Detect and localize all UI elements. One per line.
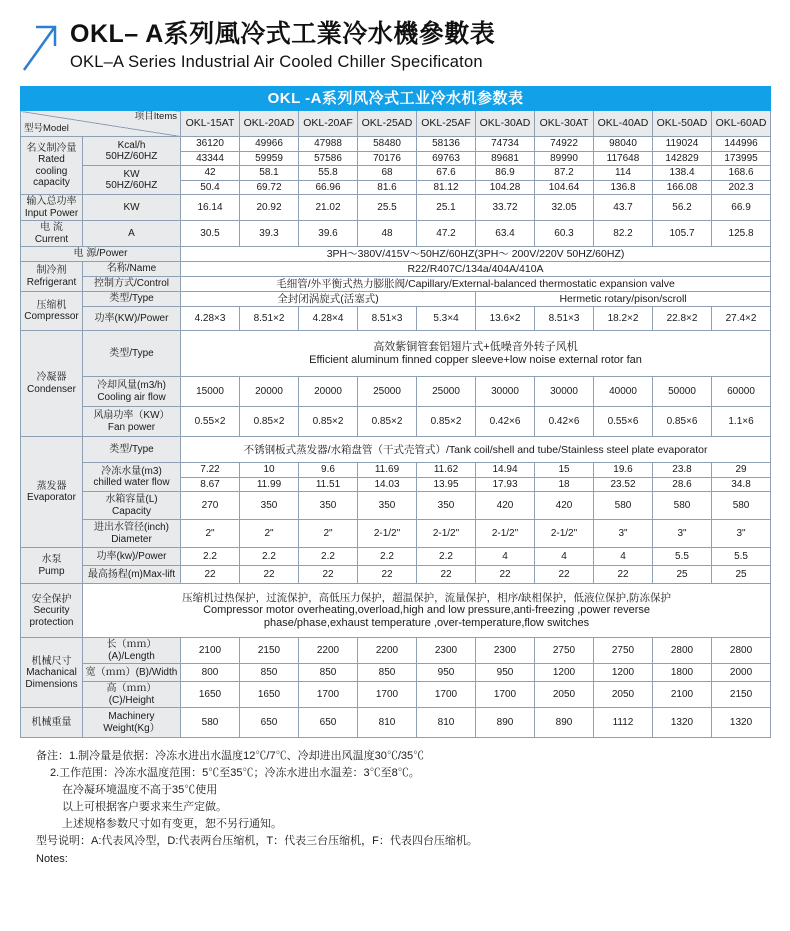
- cell: 4: [476, 548, 535, 566]
- notes-block: [20, 748, 770, 867]
- cell: 28.6: [653, 477, 712, 492]
- row-label-power-supply: 电 源/Power: [21, 247, 181, 262]
- cell: 850: [240, 664, 299, 682]
- cell: 2": [240, 520, 299, 548]
- cell: 22: [181, 566, 240, 584]
- cell-condenser-type: [181, 331, 771, 377]
- section-label-security: 安全保护 Security protection: [21, 584, 83, 638]
- cell: 81.6: [358, 180, 417, 195]
- cell: 0.85×2: [240, 407, 299, 437]
- cell: 1700: [358, 682, 417, 708]
- cell-refrigerant-control: 毛细管/外平衡式热力膨胀阀/Capillary/External-balanced thermostatic expansion valve: [181, 277, 771, 292]
- cell: 1800: [653, 664, 712, 682]
- condenser-type-en: Efficient aluminum finned copper sleeve+low noise external rotor fan: [309, 353, 642, 366]
- table-row: [21, 492, 771, 520]
- model-header: OKL-40AD: [594, 111, 653, 137]
- cell: 22.8×2: [653, 307, 712, 331]
- row-item-current-unit: A: [83, 221, 181, 247]
- row-item-pump-power: 功率(kw)/Power: [83, 548, 181, 566]
- table-row: [21, 708, 771, 738]
- cell: 890: [535, 708, 594, 738]
- row-item-kw: KW 50HZ/60HZ: [83, 166, 181, 195]
- cell: 22: [535, 566, 594, 584]
- cell: 2-1/2": [535, 520, 594, 548]
- table-banner-row: [21, 87, 771, 111]
- cell: 22: [476, 566, 535, 584]
- security-line-en-2: phase/phase,exhaust temperature ,over-temperature,flow switches: [263, 616, 590, 629]
- note-line-2: 2.工作范围：冷冻水温度范围：5℃至35℃；冷冻水进出水温差：3℃至8℃。: [50, 767, 420, 780]
- cell: 49966: [240, 137, 299, 152]
- cell: 48: [358, 221, 417, 247]
- note-line-1: 备注：1.制冷量是依据：冷冻水进出水温度12℃/7℃、冷却进出风温度30℃/35℃: [36, 750, 425, 763]
- cell: 2000: [712, 664, 771, 682]
- logo-arrow-icon: [20, 22, 60, 74]
- cell: 32.05: [535, 195, 594, 221]
- document-header: [20, 18, 770, 74]
- cell: 13.95: [417, 477, 476, 492]
- cell: 114: [594, 166, 653, 181]
- cell: 20.92: [240, 195, 299, 221]
- cell: 5.5: [653, 548, 712, 566]
- cell: 2.2: [181, 548, 240, 566]
- cell: 580: [594, 492, 653, 520]
- cell: 0.55×6: [594, 407, 653, 437]
- cell: 950: [476, 664, 535, 682]
- cell: 39.3: [240, 221, 299, 247]
- table-banner: OKL -A系列风冷式工业冷水机参数表: [21, 87, 771, 111]
- cell: 22: [358, 566, 417, 584]
- cell: 0.85×6: [653, 407, 712, 437]
- cell: 350: [358, 492, 417, 520]
- cell: 74922: [535, 137, 594, 152]
- table-row: [21, 682, 771, 708]
- cell: 25: [653, 566, 712, 584]
- table-row: [21, 331, 771, 377]
- cell: 29: [712, 463, 771, 478]
- cell: 136.8: [594, 180, 653, 195]
- cell: 30000: [535, 377, 594, 407]
- cell: 33.72: [476, 195, 535, 221]
- cell: 23.52: [594, 477, 653, 492]
- cell: 25.1: [417, 195, 476, 221]
- cell: 43.7: [594, 195, 653, 221]
- security-line-en-1: Compressor motor overheating,overload,high and low pressure,anti-freezing ,power reverse: [203, 604, 651, 617]
- cell: 11.69: [358, 463, 417, 478]
- cell: 1650: [240, 682, 299, 708]
- cell: 166.08: [653, 180, 712, 195]
- table-row: [21, 463, 771, 478]
- cell: 2800: [712, 638, 771, 664]
- cell: 82.2: [594, 221, 653, 247]
- cell-evaporator-type: 不锈钢板式蒸发器/水箱盘管（干式壳管式）/Tank coil/shell and tube/Stainless steel plate evaporator: [181, 437, 771, 463]
- cell: 580: [181, 708, 240, 738]
- cell: 59959: [240, 151, 299, 166]
- cell: 1700: [476, 682, 535, 708]
- cell: 1700: [299, 682, 358, 708]
- cell: 8.67: [181, 477, 240, 492]
- table-row: [21, 262, 771, 277]
- cell: 2300: [476, 638, 535, 664]
- cell: 0.85×2: [358, 407, 417, 437]
- cell: 810: [417, 708, 476, 738]
- table-row: [21, 247, 771, 262]
- cell-refrigerant-name: R22/R407C/134a/404A/410A: [181, 262, 771, 277]
- row-item-tank-capacity: 水箱容量(L) Capacity: [83, 492, 181, 520]
- cell: 39.6: [299, 221, 358, 247]
- row-item-compressor-power: 功率(KW)/Power: [83, 307, 181, 331]
- cell: 15: [535, 463, 594, 478]
- cell: 11.62: [417, 463, 476, 478]
- cell: 2.2: [417, 548, 476, 566]
- cell: 270: [181, 492, 240, 520]
- cell: 2-1/2": [358, 520, 417, 548]
- table-row: [21, 195, 771, 221]
- cell: 16.14: [181, 195, 240, 221]
- model-header: OKL-15AT: [181, 111, 240, 137]
- cell: 2100: [181, 638, 240, 664]
- row-item-compressor-type: 类型/Type: [83, 292, 181, 307]
- cell: 142829: [653, 151, 712, 166]
- cell-power-supply: 3PH～380V/415V～50HZ/60HZ(3PH～ 200V/220V 50HZ/60HZ): [181, 247, 771, 262]
- table-row: [21, 664, 771, 682]
- cell: 350: [417, 492, 476, 520]
- cell: 2150: [712, 682, 771, 708]
- row-item-refrigerant-name: 名称/Name: [83, 262, 181, 277]
- cell: 104.64: [535, 180, 594, 195]
- cell: 22: [299, 566, 358, 584]
- cell: 22: [240, 566, 299, 584]
- section-label-pump: 水泵 Pump: [21, 548, 83, 584]
- cell: 86.9: [476, 166, 535, 181]
- cell: 105.7: [653, 221, 712, 247]
- cell: 2200: [299, 638, 358, 664]
- cell: 23.8: [653, 463, 712, 478]
- cell: 0.85×2: [417, 407, 476, 437]
- cell: 58136: [417, 137, 476, 152]
- note-line-5: 上述规格参数尺寸如有变更，恕不另行通知。: [62, 818, 282, 831]
- cell: 55.8: [299, 166, 358, 181]
- cell: 22: [417, 566, 476, 584]
- cell: 87.2: [535, 166, 594, 181]
- cell: 14.94: [476, 463, 535, 478]
- cell: 9.6: [299, 463, 358, 478]
- section-label-input-power: 输入总功率 Input Power: [21, 195, 83, 221]
- cell-security-protection: [83, 584, 771, 638]
- cell: 56.2: [653, 195, 712, 221]
- section-label-refrigerant: 制冷剂 Refrigerant: [21, 262, 83, 292]
- table-row: [21, 638, 771, 664]
- cell: 2": [299, 520, 358, 548]
- row-item-input-power-unit: KW: [83, 195, 181, 221]
- cell: 58480: [358, 137, 417, 152]
- cell: 89681: [476, 151, 535, 166]
- cell: 580: [712, 492, 771, 520]
- cell: 1320: [653, 708, 712, 738]
- cell-compressor-type-en: Hermetic rotary/pison/scroll: [476, 292, 771, 307]
- cell: 1700: [417, 682, 476, 708]
- cell: 30.5: [181, 221, 240, 247]
- cell: 0.42×6: [476, 407, 535, 437]
- table-row: [21, 292, 771, 307]
- row-item-pipe-diameter: 进出水管径(inch) Diameter: [83, 520, 181, 548]
- security-line-cn: 压缩机过热保护，过流保护，高低压力保护，超温保护，流量保护，相序/缺相保护，低液位保护,防冻保护: [182, 592, 671, 605]
- cell: 34.8: [712, 477, 771, 492]
- section-label-evaporator: 蒸发器 Evaporator: [21, 437, 83, 548]
- cell: 25: [712, 566, 771, 584]
- cell: 13.6×2: [476, 307, 535, 331]
- cell: 15000: [181, 377, 240, 407]
- cell: 4.28×3: [181, 307, 240, 331]
- section-label-compressor: 压缩机 Compressor: [21, 292, 83, 331]
- row-item-condenser-airflow: 冷却风量(m3/h) Cooling air flow: [83, 377, 181, 407]
- cell: 3": [653, 520, 712, 548]
- table-row: [21, 307, 771, 331]
- cell: 850: [358, 664, 417, 682]
- cell: 25000: [358, 377, 417, 407]
- cell: 11.99: [240, 477, 299, 492]
- cell: 18: [535, 477, 594, 492]
- cell: 42: [181, 166, 240, 181]
- cell: 2750: [535, 638, 594, 664]
- cell: 5.3×4: [417, 307, 476, 331]
- cell: 20000: [299, 377, 358, 407]
- cell: 89990: [535, 151, 594, 166]
- cell: 69.72: [240, 180, 299, 195]
- table-row: [21, 520, 771, 548]
- cell: 2050: [594, 682, 653, 708]
- cell: 17.93: [476, 477, 535, 492]
- model-header: OKL-25AD: [358, 111, 417, 137]
- row-item-height: 高（ｍｍ）(C)/Height: [83, 682, 181, 708]
- cell: 25000: [417, 377, 476, 407]
- cell: 2.2: [299, 548, 358, 566]
- model-header: OKL-20AD: [240, 111, 299, 137]
- cell: 40000: [594, 377, 653, 407]
- cell: 4: [535, 548, 594, 566]
- cell: 8.51×3: [358, 307, 417, 331]
- cell: 2050: [535, 682, 594, 708]
- cell: 138.4: [653, 166, 712, 181]
- cell: 1650: [181, 682, 240, 708]
- section-label-weight: 机械重量: [21, 708, 83, 738]
- cell: 1112: [594, 708, 653, 738]
- cell: 27.4×2: [712, 307, 771, 331]
- table-row: [21, 377, 771, 407]
- cell: 950: [417, 664, 476, 682]
- cell: 8.51×3: [535, 307, 594, 331]
- model-header: OKL-30AD: [476, 111, 535, 137]
- row-item-weight: Machinery Weight(Kg）: [83, 708, 181, 738]
- cell: 68: [358, 166, 417, 181]
- model-header: OKL-20AF: [299, 111, 358, 137]
- cell: 21.02: [299, 195, 358, 221]
- cell: 47988: [299, 137, 358, 152]
- cell: 30000: [476, 377, 535, 407]
- cell: 22: [594, 566, 653, 584]
- cell: 36120: [181, 137, 240, 152]
- cell: 0.42×6: [535, 407, 594, 437]
- cell: 50000: [653, 377, 712, 407]
- cell: 1200: [535, 664, 594, 682]
- section-label-condenser: 冷凝器 Condenser: [21, 331, 83, 437]
- model-header: OKL-50AD: [653, 111, 712, 137]
- cell: 350: [240, 492, 299, 520]
- cell: 98040: [594, 137, 653, 152]
- cell: 0.55×2: [181, 407, 240, 437]
- cell: 60000: [712, 377, 771, 407]
- row-item-evaporator-type: 类型/Type: [83, 437, 181, 463]
- cell: 119024: [653, 137, 712, 152]
- cell: 5.5: [712, 548, 771, 566]
- note-line-6: 型号说明：A:代表风冷型，D:代表两台压缩机，T：代表三台压缩机，F：代表四台压缩机。: [36, 835, 478, 848]
- row-item-refrigerant-control: 控制方式/Control: [83, 277, 181, 292]
- model-header: OKL-25AF: [417, 111, 476, 137]
- cell: 19.6: [594, 463, 653, 478]
- cell: 3": [594, 520, 653, 548]
- cell: 800: [181, 664, 240, 682]
- title-block: [70, 18, 495, 72]
- cell: 850: [299, 664, 358, 682]
- cell: 66.9: [712, 195, 771, 221]
- cell: 104.28: [476, 180, 535, 195]
- table-row: [21, 548, 771, 566]
- cell: 125.8: [712, 221, 771, 247]
- page-title-en: OKL–A Series Industrial Air Cooled Chiller Specificaton: [70, 52, 483, 71]
- table-row: [21, 137, 771, 152]
- condenser-type-cn: 高效紫铜管套铝翅片式+低噪音外转子风机: [373, 341, 578, 354]
- section-label-rated-cooling: 名义制冷量 Rated cooling capacity: [21, 137, 83, 195]
- cell: 173995: [712, 151, 771, 166]
- cell: 4: [594, 548, 653, 566]
- cell: 1320: [712, 708, 771, 738]
- cell: 168.6: [712, 166, 771, 181]
- row-item-chilled-water-flow: 冷冻水量(m3) chilled water flow: [83, 463, 181, 492]
- cell: 14.03: [358, 477, 417, 492]
- cell: 58.1: [240, 166, 299, 181]
- table-row: [21, 277, 771, 292]
- table-row: [21, 221, 771, 247]
- cell: 2150: [240, 638, 299, 664]
- cell: 2-1/2": [417, 520, 476, 548]
- section-label-dimensions: 机械尺寸 Machanical Dimensions: [21, 638, 83, 708]
- spec-table: [20, 86, 771, 738]
- cell: 420: [476, 492, 535, 520]
- cell: 810: [358, 708, 417, 738]
- cell: 11.51: [299, 477, 358, 492]
- cell: 1.1×6: [712, 407, 771, 437]
- cell: 66.96: [299, 180, 358, 195]
- cell: 2800: [653, 638, 712, 664]
- cell: 50.4: [181, 180, 240, 195]
- cell: 47.2: [417, 221, 476, 247]
- cell: 10: [240, 463, 299, 478]
- cell: 4.28×4: [299, 307, 358, 331]
- cell: 81.12: [417, 180, 476, 195]
- table-row: [21, 566, 771, 584]
- table-row: [21, 437, 771, 463]
- cell-compressor-type-cn: 全封闭涡旋式(活塞式): [181, 292, 476, 307]
- cell: 69763: [417, 151, 476, 166]
- row-item-pump-lift: 最高扬程(m)Max-lift: [83, 566, 181, 584]
- row-item-length: 长（ｍｍ）(A)/Length: [83, 638, 181, 664]
- cell: 650: [240, 708, 299, 738]
- cell: 2.2: [358, 548, 417, 566]
- cell: 43344: [181, 151, 240, 166]
- cell: 2200: [358, 638, 417, 664]
- row-item-condenser-type: 类型/Type: [83, 331, 181, 377]
- cell: 1200: [594, 664, 653, 682]
- cell: 2-1/2": [476, 520, 535, 548]
- note-line-3: 在冷凝环境温度不高于35℃使用: [62, 784, 218, 797]
- model-header: OKL-60AD: [712, 111, 771, 137]
- page-title-cn: OKL– A系列風冷式工業冷水機參數表: [70, 20, 496, 48]
- cell: 7.22: [181, 463, 240, 478]
- cell: 2750: [594, 638, 653, 664]
- cell: 650: [299, 708, 358, 738]
- table-row: [21, 584, 771, 638]
- cell: 57586: [299, 151, 358, 166]
- cell: 74734: [476, 137, 535, 152]
- note-line-4: 以上可根据客户要求来生产定做。: [62, 801, 227, 814]
- cell: 117648: [594, 151, 653, 166]
- cell: 8.51×2: [240, 307, 299, 331]
- note-line-7: Notes:: [36, 852, 68, 865]
- cell: 202.3: [712, 180, 771, 195]
- cell: 420: [535, 492, 594, 520]
- cell: 2.2: [240, 548, 299, 566]
- corner-col-label: 项目Items: [134, 111, 177, 122]
- cell: 580: [653, 492, 712, 520]
- model-header: OKL-30AT: [535, 111, 594, 137]
- cell: 2100: [653, 682, 712, 708]
- cell: 2": [181, 520, 240, 548]
- cell: 0.85×2: [299, 407, 358, 437]
- cell: 890: [476, 708, 535, 738]
- cell: 20000: [240, 377, 299, 407]
- cell: 18.2×2: [594, 307, 653, 331]
- cell: 60.3: [535, 221, 594, 247]
- cell: 67.6: [417, 166, 476, 181]
- row-item-kcal: Kcal/h 50HZ/60HZ: [83, 137, 181, 166]
- table-row: [21, 407, 771, 437]
- corner-cell: [21, 111, 181, 137]
- cell: 144996: [712, 137, 771, 152]
- cell: 350: [299, 492, 358, 520]
- cell: 70176: [358, 151, 417, 166]
- cell: 63.4: [476, 221, 535, 247]
- row-item-fan-power: 风扇功率（KW） Fan power: [83, 407, 181, 437]
- cell: 2300: [417, 638, 476, 664]
- cell: 3": [712, 520, 771, 548]
- section-label-current: 电 流 Current: [21, 221, 83, 247]
- model-header-row: [21, 111, 771, 137]
- cell: 25.5: [358, 195, 417, 221]
- corner-row-label: 型号Model: [24, 123, 69, 135]
- table-row: [21, 166, 771, 181]
- row-item-width: 宽（ｍｍ）(B)/Width: [83, 664, 181, 682]
